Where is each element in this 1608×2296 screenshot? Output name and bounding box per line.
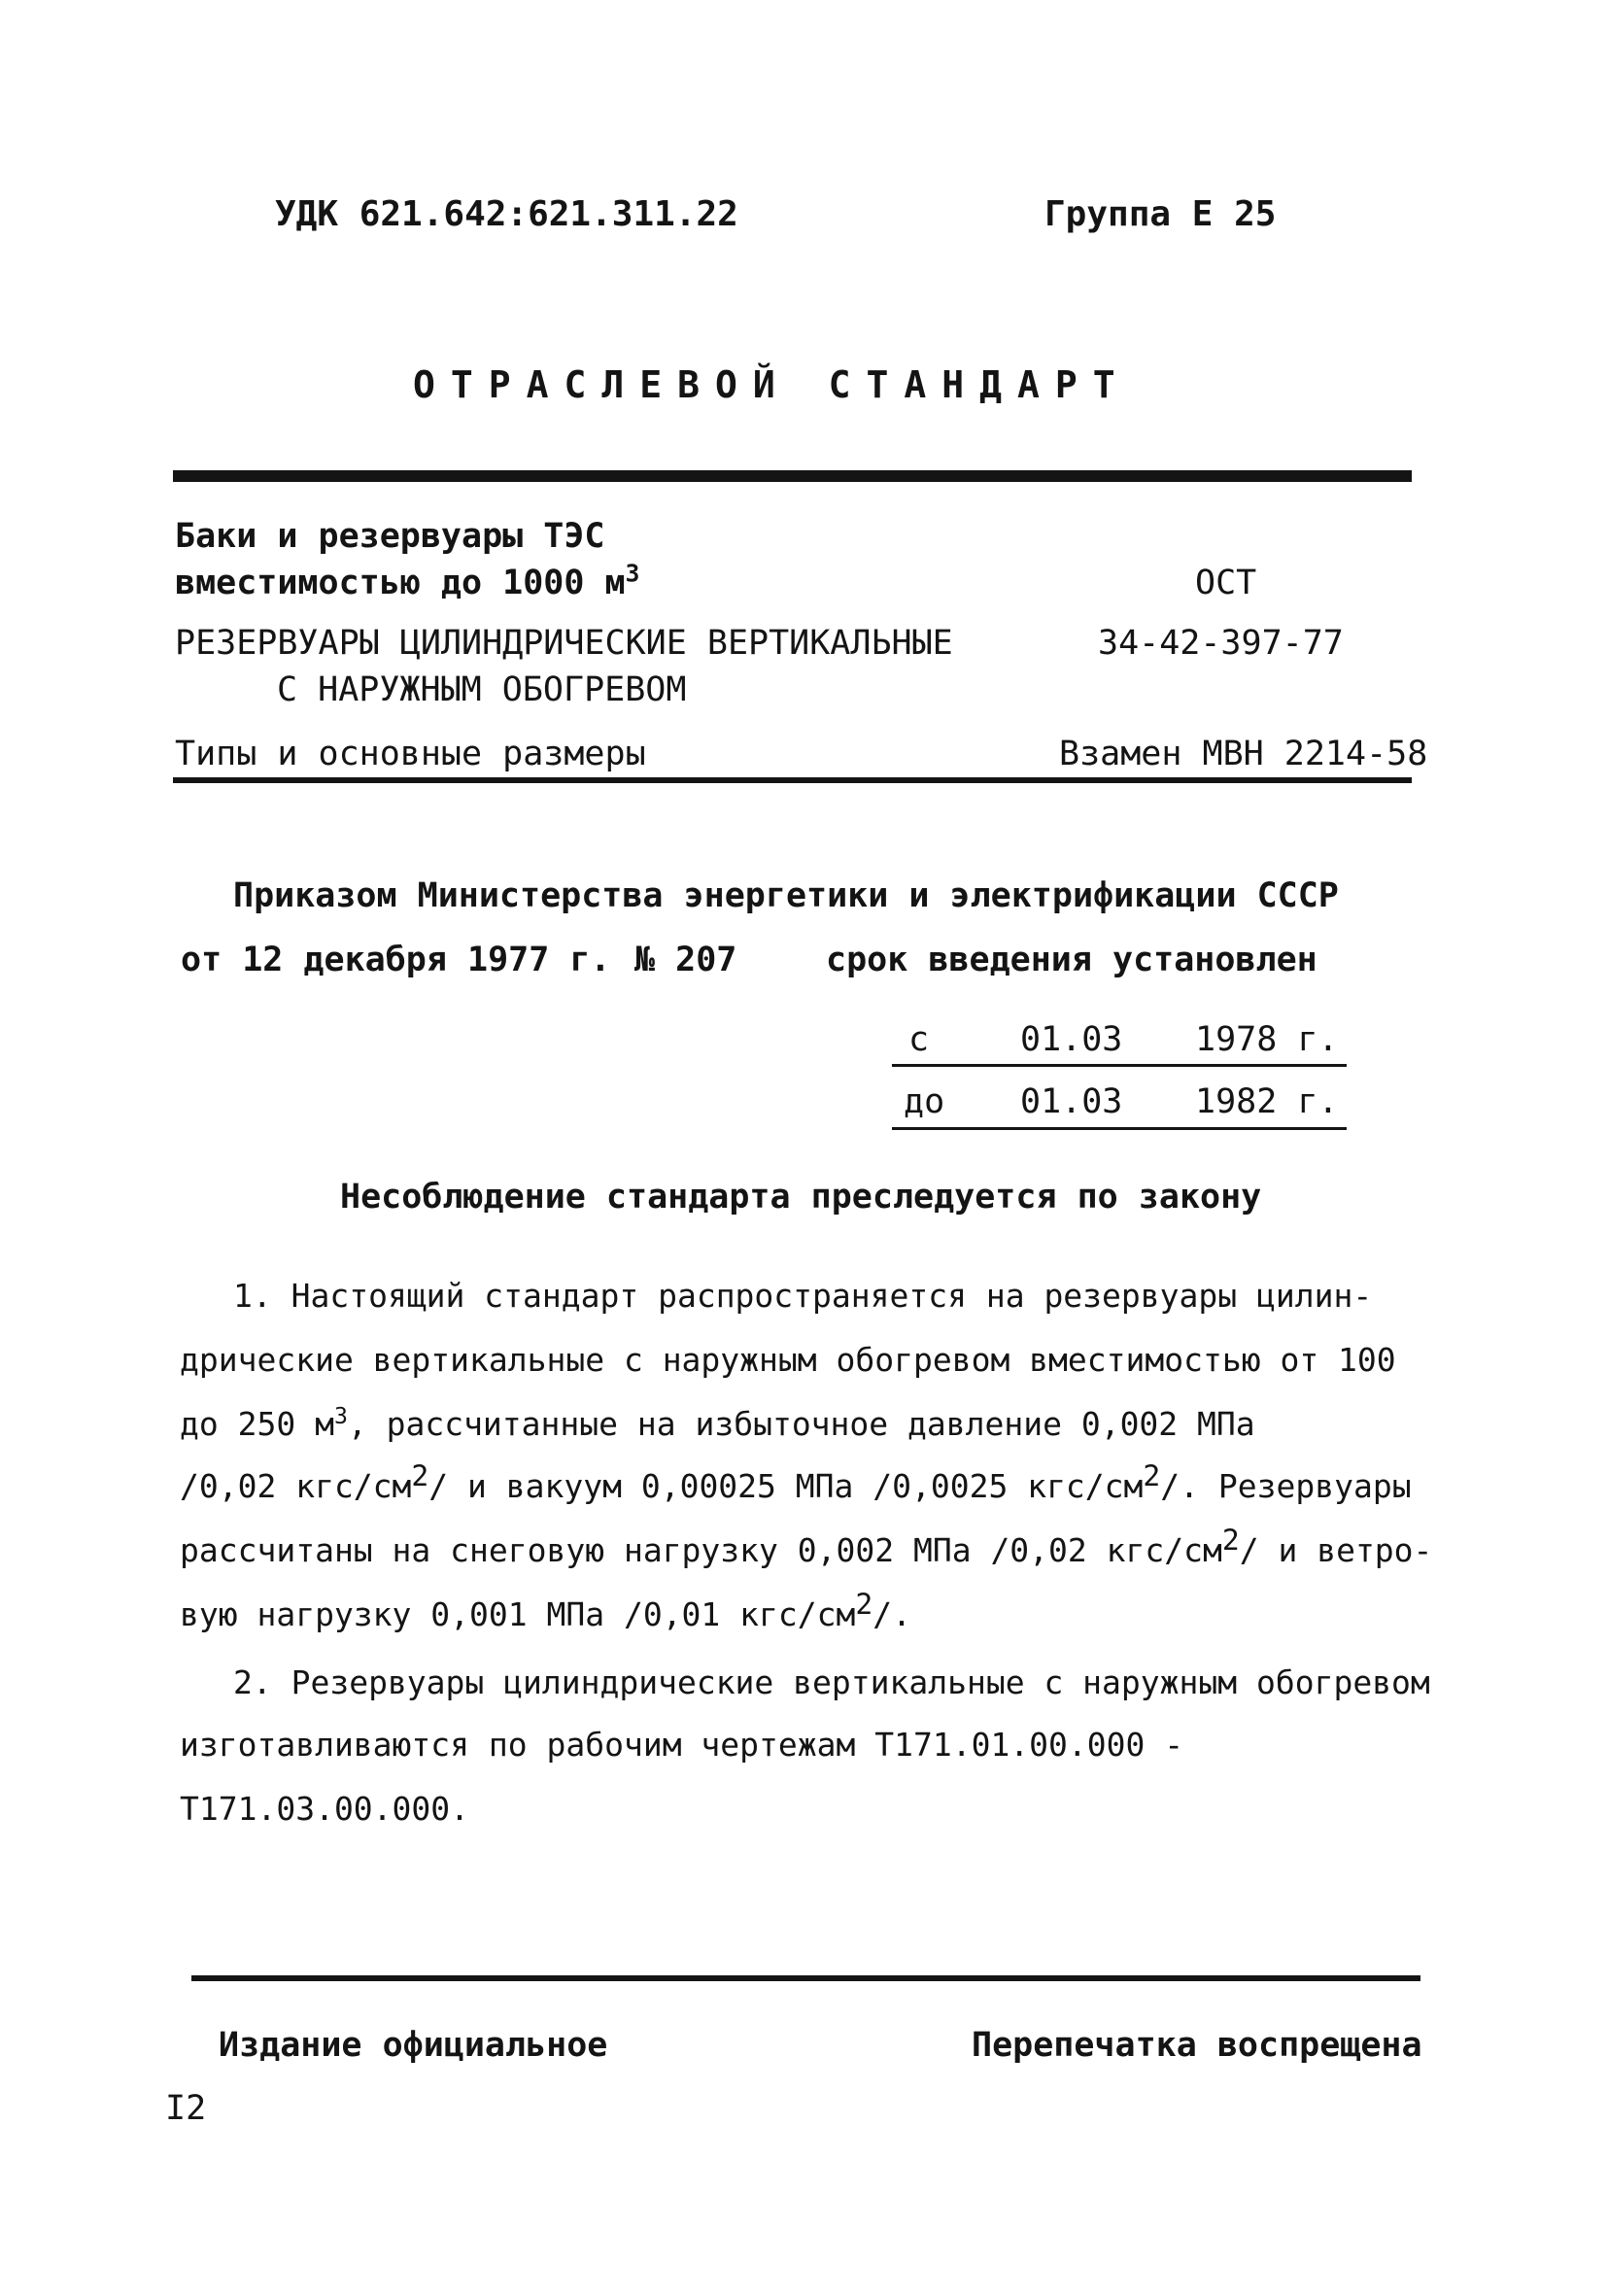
title-block-bottom-rule [173, 777, 1412, 783]
title-line-5: Типы и основные размеры [175, 735, 646, 773]
udc-code: УДК 621.642:621.311.22 [275, 194, 738, 234]
para1-line-4: /0,02 кгс/см2/ и вакуум 0,00025 МПа /0,0025 кгс/см2/. Резервуары [180, 1459, 1412, 1505]
effective-to-year: 1982 г. [1195, 1082, 1339, 1121]
title-line-4: С НАРУЖНЫМ ОБОГРЕВОМ [277, 670, 687, 709]
para2-line-3: Т171.03.00.000. [180, 1790, 470, 1828]
ost-number: 34-42-397-77 [1098, 624, 1344, 663]
effective-from-label: с [908, 1020, 930, 1059]
order-line-1: Приказом Министерства энергетики и электрификации СССР [233, 876, 1339, 915]
footer-rule [191, 1975, 1420, 1981]
official-edition-note: Издание официальное [219, 2026, 608, 2065]
para1-line-6: вую нагрузку 0,001 МПа /0,01 кгс/см2/. [180, 1588, 911, 1633]
para2-line-1: 2. Резервуары цилиндрические вертикальные с наружным обогревом [233, 1663, 1430, 1701]
para1-line-2: дрические вертикальные с наружным обогревом вместимостью от 100 [180, 1341, 1396, 1379]
effective-from-year: 1978 г. [1195, 1020, 1339, 1059]
top-rule [173, 470, 1412, 482]
effective-from-date: 01.03 [1020, 1020, 1123, 1059]
order-number: № 207 [634, 941, 737, 979]
para1-line-1: 1. Настоящий стандарт распространяется на резервуары цилин- [233, 1277, 1373, 1315]
group-code: Группа Е 25 [1044, 194, 1277, 234]
order-effective-note: срок введения установлен [826, 941, 1317, 979]
ost-label: ОСТ [1195, 564, 1257, 602]
para1-line-3: до 250 $м^3$, рассчитанные на избыточное давление 0,002 МПа [180, 1404, 1255, 1443]
para1-line-5: рассчитаны на снеговую нагрузку 0,002 МПа /0,02 кгс/см2/ и ветро- [180, 1524, 1433, 1569]
page-number: I2 [165, 2089, 207, 2128]
title-line-3: РЕЗЕРВУАРЫ ЦИЛИНДРИЧЕСКИЕ ВЕРТИКАЛЬНЫЕ [175, 624, 953, 663]
replaces-note: Взамен МВН 2214-58 [1059, 735, 1428, 773]
para2-line-2: изготавливаются по рабочим чертежам Т171.01.00.000 - [180, 1726, 1184, 1764]
effective-to-rule [892, 1127, 1347, 1130]
effective-to-date: 01.03 [1020, 1082, 1123, 1121]
effective-to-label: до [904, 1082, 945, 1121]
legal-warning: Несоблюдение стандарта преследуется по закону [340, 1178, 1262, 1217]
title-line-2: вместимостью до 1000 $м^3$ [175, 559, 640, 602]
title-line-1: Баки и резервуары ТЭС [175, 517, 605, 556]
reprint-prohibited-note: Перепечатка воспрещена [972, 2026, 1422, 2065]
document-type-title: ОТРАСЛЕВОЙ СТАНДАРТ [413, 363, 1131, 406]
order-date: от 12 декабря 1977 г. [181, 941, 611, 979]
effective-from-rule [892, 1064, 1347, 1067]
